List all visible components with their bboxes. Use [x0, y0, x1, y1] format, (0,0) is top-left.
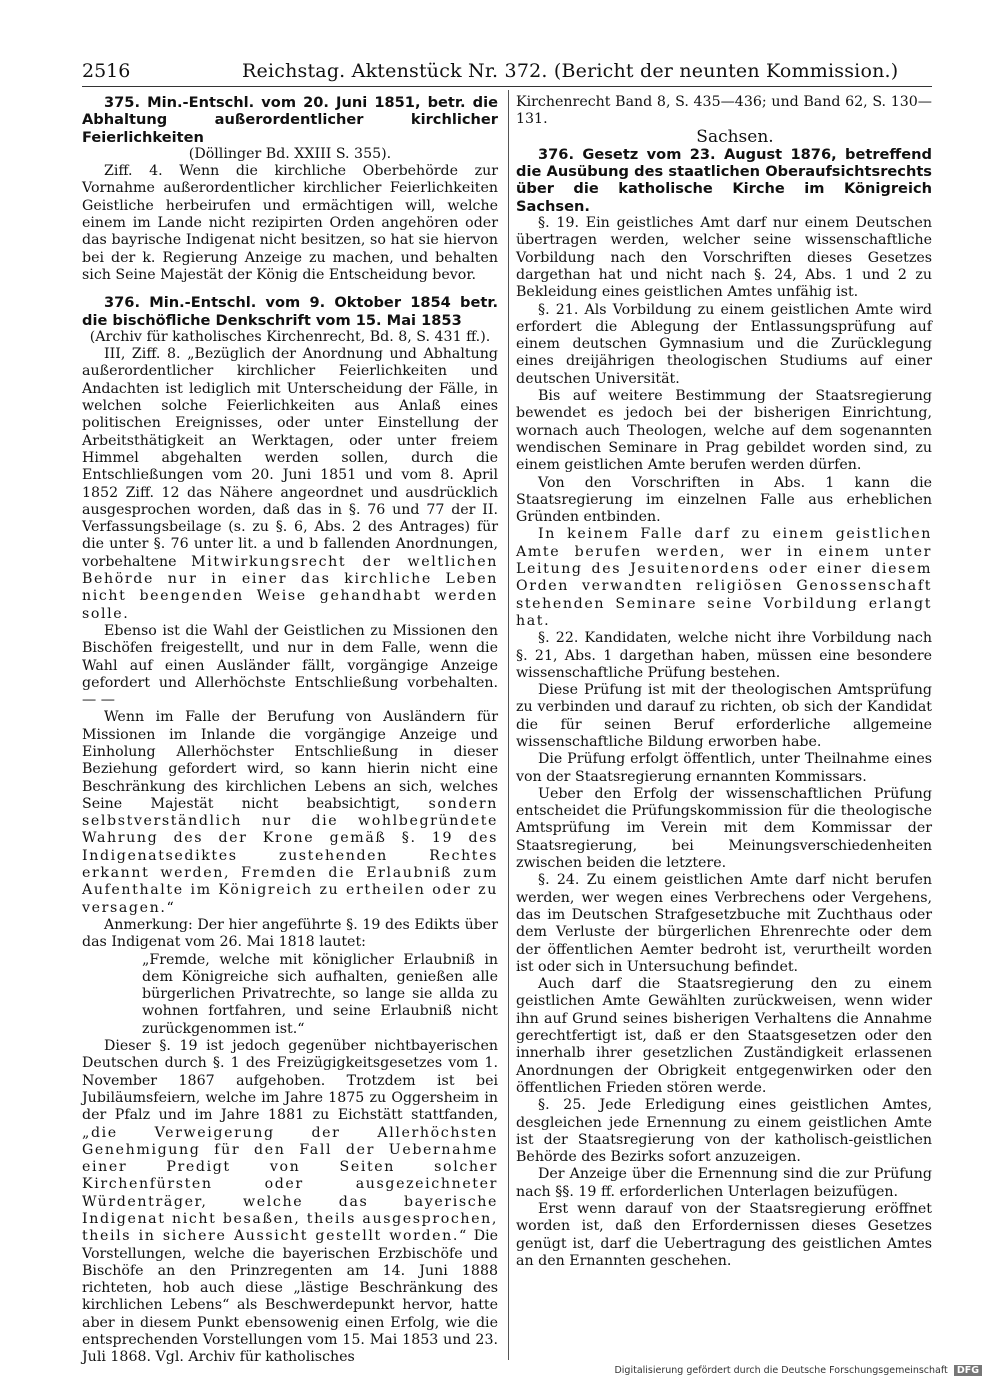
paragraph-21-c: Von den Vorschriften in Abs. 1 kann die Staatsregierung im einzelnen Falle aus erheblichen Gründen entbinden. — [516, 474, 932, 526]
section-375-heading: 375. Min.-Entschl. vom 20. Juni 1851, betr. die Abhaltung außerordentlicher kirchlicher Feierlichkeiten — [82, 94, 498, 146]
dieser-paragraph-text: Dieser §. 19 ist jedoch gegenüber nichtbayerischen Deutschen durch §. 1 des Freizügigkeitsgesetzes vom 1. November 1867 aufgehoben. Trotzdem ist bei Jubiläumsfeiern, welche im Jahre 1875 zu Oggersheim in der Pfalz und im Jahre 1881 zu Eichstätt stattfanden, — [82, 1038, 498, 1124]
paragraph-25-c: Erst wenn darauf von der Staatsregierung eröffnet worden ist, daß den Erfordernissen dieses Gesetzes genügt ist, darf die Uebertragung des geistlichen Amtes an den Ernannten geschehen. — [516, 1201, 932, 1269]
region-heading: Sachsen. — [696, 126, 774, 147]
running-title: Reichstag. Aktenstück Nr. 372. (Bericht der neunten Kommission.) — [242, 60, 899, 82]
paragraph-22-b: Diese Prüfung ist mit der theologischen Amtsprüfung zu verbinden und darauf zu richten, ob sich der Kandidat die für seinen Beruf erforderliche allgemeine wissenschaftliche Bildung erworben habe. — [516, 682, 932, 750]
section-376-paragraph — [82, 346, 498, 623]
dieser-paragraph-end: Die Vorstellungen, welche die bayerischen Erzbischöfe und Bischöfe an den Prinzregenten am 14. Juni 1888 richteten, hob auch diese „lästige Beschränkung des kirchlichen Lebens“ als Beschwerdepunkt hervor, hatte aber in diesem Punkt ebensowenig einen Erfolg, wie die entsprechenden Vorstellungen vom 15. Mai 1853 und 23. Juli 1868. Vgl. Archiv für katholisches — [82, 1228, 499, 1366]
section-376-paragraph-3-text: Wenn im Falle der Berufung von Ausländern für Missionen im Inlande die vorgängige Anzeige und Einholung Allerhöchster Entschließung in dieser Beziehung gefordert wird, so kann hierin nicht eine Beschränkung des kirchlichen Lebens an sich, welches Seine Majestät nicht beabsichtigt, — [82, 709, 498, 812]
section-375-paragraph: Ziff. 4. Wenn die kirchliche Oberbehörde zur Vornahme außerordentlicher kirchlicher Feierlichkeiten Geistliche herbeirufen und ermächtigen will, welche einem im Lande nicht rezipirten Orden angehören oder das bayrische Indigenat nicht besitzen, so hat sie hiervon bei der k. Regierung Anzeige zu machen, und behalten sich Seine Majestät der König die Entscheidung bevor. — [82, 163, 498, 283]
dfg-logo: DFG — [954, 1365, 982, 1376]
page-number: 2516 — [82, 60, 131, 82]
paragraph-22-d: Ueber den Erfolg der wissenschaftlichen Prüfung entscheidet die Prüfungskommission für die theologische Amtsprüfung im Verein mit dem Kommissar der Staatsregierung, bei Meinungsverschiedenheiten zwischen beiden die letztere. — [516, 785, 932, 872]
footer-text: Digitalisierung gefördert durch die Deutsche Forschungsgemeinschaft — [614, 1365, 948, 1376]
section-376-sachsen-heading: 376. Gesetz vom 23. August 1876, betreffend die Ausübung des staatlichen Oberaufsichtsrechts über die katholische Kirche im Königreich Sachsen. — [516, 145, 932, 215]
paragraph-25-b: Der Anzeige über die Ernennung sind die zur Prüfung nach §§. 19 ff. erforderlichen Unterlagen beizufügen. — [516, 1166, 932, 1200]
section-376-paragraph-spaced: Mitwirkungsrecht der weltlichen Behörde nur in einer das kirchliche Leben nicht beengenden Weise gehandhabt werden solle. — [82, 553, 498, 622]
column-divider — [508, 90, 509, 1360]
continuation-text: Kirchenrecht Band 8, S. 435—436; und Band 62, S. 130—131. — [516, 94, 932, 128]
section-376-heading: 376. Min.-Entschl. vom 9. Oktober 1854 betr. die bischöfliche Denkschrift vom 15. Mai 1853 — [82, 294, 498, 329]
paragraph-22-c: Die Prüfung erfolgt öffentlich, unter Theilnahme eines von der Staatsregierung ernannten Kommissars. — [516, 751, 932, 785]
section-376-paragraph-2: Ebenso ist die Wahl der Geistlichen zu Missionen den Bischöfen freigestellt, und nur in dem Falle, wenn die Wahl auf einen Ausländer fällt, vorgängige Anzeige gefordert und Allerhöchste Entschließung vorbehalten. — — — [82, 622, 498, 709]
page-header — [82, 60, 932, 88]
section-376-paragraph-3-spaced: sondern selbstverständlich nur die wohlbegründete Wahrung des der Krone gemäß §. 19 des Indigenatsediktes zustehenden Rechtes erkannt werden, Fremden die Erlaubniß zum Aufenthalte im Königreich zu ertheilen oder zu versagen.“ — [82, 795, 498, 916]
paragraph-22: §. 22. Kandidaten, welche nicht ihre Vorbildung nach §. 21, Abs. 1 dargethan haben, müssen eine besondere wissenschaftliche Prüfung bestehen. — [516, 630, 932, 681]
dieser-paragraph — [82, 1038, 498, 1367]
paragraph-24: §. 24. Zu einem geistlichen Amte darf nicht berufen werden, wer wegen eines Verbrechens oder Vergehens, das im Deutschen Strafgesetzbuche mit Zuchthaus oder dem Verluste der bürgerlichen Ehrenrechte oder dem der öffentlichen Aemter bedroht ist, verurtheilt worden ist oder sich in Untersuchung befindet. — [516, 872, 932, 975]
paragraph-25: §. 25. Jede Erledigung eines geistlichen Amtes, desgleichen jede Ernennung zu einem geistlichen Amte ist der Staatsregierung von der katholisch-geistlichen Behörde des Bezirks sofort anzuzeigen. — [516, 1097, 932, 1166]
paragraph-21-b: Bis auf weitere Bestimmung der Staatsregierung bewendet es jedoch bei der bisherigen Einrichtung, wornach auch Theologen, welche auf dem sogenannten wendischen Seminare in Prag gebildet worden sind, zu einem geistlichen Amte berufen werden dürfen. — [516, 388, 932, 474]
paragraph-21-d: In keinem Falle darf zu einem geistlichen Amte berufen werden, wer in einem unter Leitung des Jesuitenordens oder einer diesem Orden verwandten religiösen Genossenschaft stehenden Seminare seine Vorbildung erlangt hat. — [516, 526, 932, 629]
section-376-paragraph-text: III, Ziff. 8. „Bezüglich der Anordnung und Abhaltung außerordentlicher kirchlicher Feierlichkeiten und Andachten ist lediglich mit Unterscheidung der Fälle, in welchen solche Feierlichkeiten aus Anlaß eines politischen Ereignisses, oder unter Einstellung der Arbeitsthätigkeit an Werktagen, oder unter freiem Himmel abgehalten werden sollen, durch die Entschließungen vom 20. Juni 1851 und vom 8. April 1852 Ziff. 12 das Nähere angeordnet und ausdrücklich ausgesprochen worden, daß das in §. 76 und 77 der II. Verfassungsbeilage (s. zu §. 6, Abs. 2 des Antrages) für die unter §. 76 unter lit. a und b fallenden Anordnungen, vorbehaltene — [82, 346, 498, 570]
paragraph-19: §. 19. Ein geistliches Amt darf nur einem Deutschen übertragen werden, welcher seine wissenschaftliche Vorbildung nach den Vorschriften dieses Gesetzes dargethan hat und nicht nach §. 24, Abs. 1 und 2 zu Bekleidung eines geistlichen Amtes unfähig ist. — [516, 215, 932, 301]
section-375-source: (Döllinger Bd. XXIII S. 355). — [188, 145, 392, 162]
paragraph-24-b: Auch darf die Staatsregierung den zu einem geistlichen Amte Gewählten zurückweisen, wenn wider ihn auf Grund seines bisherigen Verhaltens die Annahme gerechtfertigt ist, daß er den Staatsgesetzen oder den innerhalb ihrer gesetzlichen Zuständigkeit erlassenen Anordnungen der Obrigkeit entgegenwirken oder den öffentlichen Frieden stören werde. — [516, 976, 932, 1096]
header-rule — [82, 86, 932, 87]
dieser-paragraph-spaced: „die Verweigerung der Allerhöchsten Genehmigung für den Fall der Uebernahme einer Predigt von Seiten solcher Kirchenfürsten oder ausgezeichneter Würdenträger, welche das bayerische Indigenat nicht besaßen, theils ausgesprochen, theils in sichere Aussicht gestellt worden.“ — [82, 1124, 498, 1245]
anmerkung-paragraph: Anmerkung: Der hier angeführte §. 19 des Edikts über das Indigenat vom 26. Mai 1818 lautet: — [82, 916, 498, 951]
section-376-source: (Archiv für katholisches Kirchenrecht, Bd. 8, S. 431 ff.). — [89, 328, 491, 345]
digitization-footer — [614, 1365, 982, 1376]
section-376-paragraph-3 — [82, 709, 498, 917]
left-column — [82, 94, 498, 1367]
paragraph-21: §. 21. Als Vorbildung zu einem geistlichen Amte wird erfordert die Ablegung der Entlassungsprüfung auf einem deutschen Gymnasium und die Zurücklegung eines dreijährigen theologischen Studiums auf einer deutschen Universität. — [516, 301, 932, 387]
indigenat-quote: „Fremde, welche mit königlicher Erlaubniß in dem Königreiche sich aufhalten, genießen alle bürgerlichen Privatrechte, so lange sie allda zu wohnen fortfahren, und seine Erlaubniß nicht zurückgenommen ist.“ — [142, 951, 498, 1037]
right-column — [516, 94, 932, 1270]
